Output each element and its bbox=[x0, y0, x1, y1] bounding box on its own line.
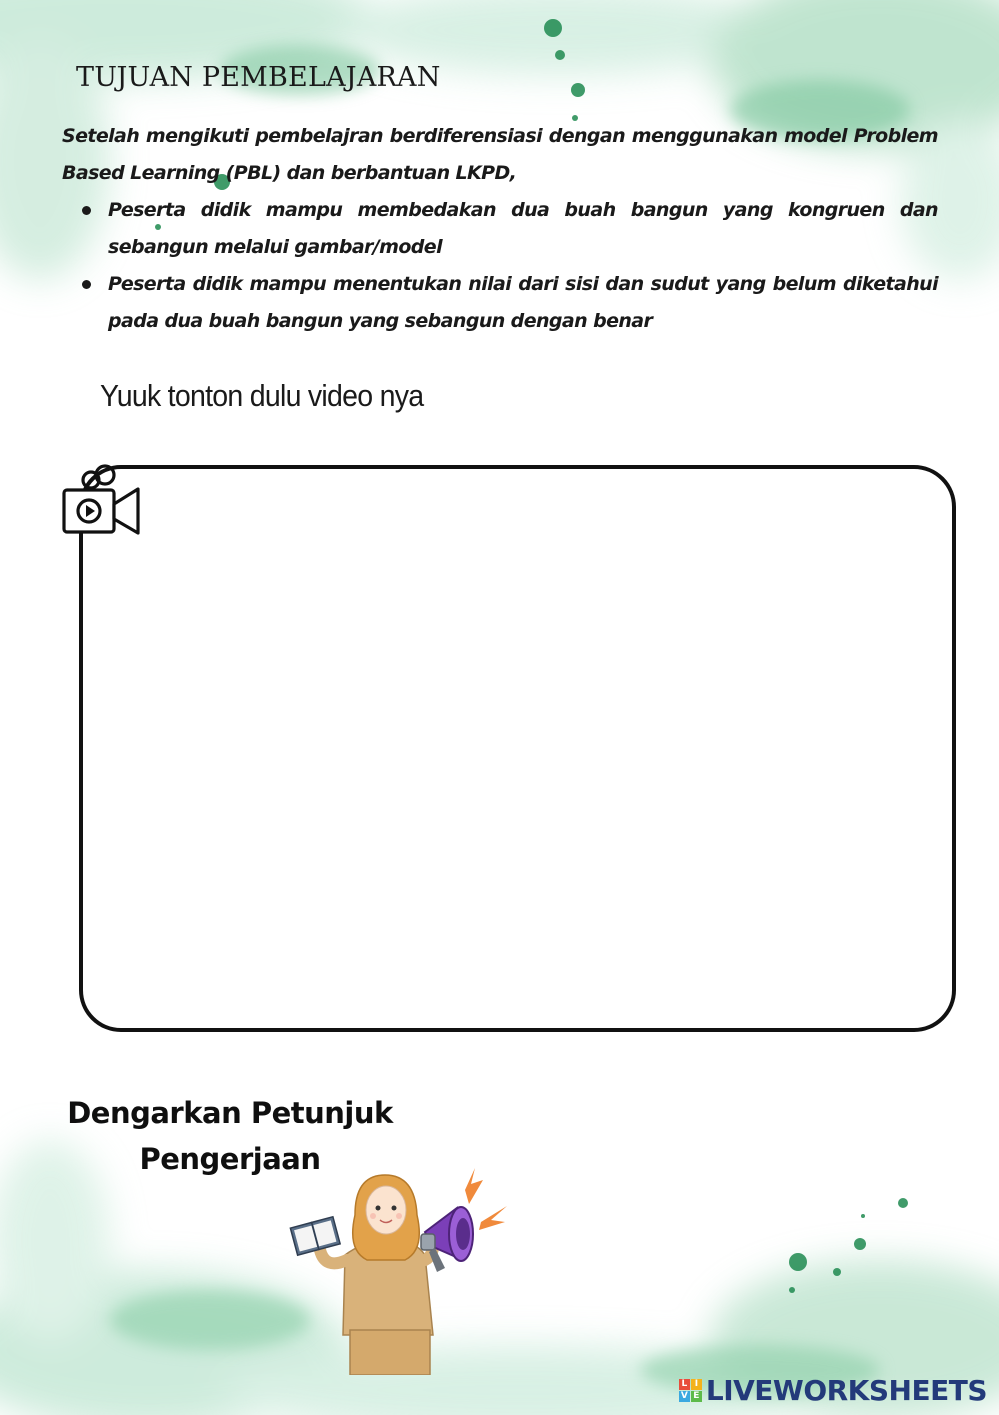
video-player-frame[interactable] bbox=[79, 465, 956, 1032]
logo-text: LIVEWORKSHEETS bbox=[705, 1374, 987, 1407]
listen-heading-line2: Pengerjaan bbox=[139, 1142, 321, 1176]
video-heading: Yuuk tonton dulu video nya bbox=[100, 378, 424, 413]
bullet-icon bbox=[82, 280, 91, 289]
objective-item bbox=[62, 192, 938, 266]
liveworksheets-logo bbox=[679, 1374, 987, 1407]
objectives-list bbox=[62, 192, 938, 340]
logo-mark bbox=[679, 1379, 702, 1402]
teacher-illustration bbox=[285, 1160, 515, 1375]
listen-heading-line1: Dengarkan Petunjuk bbox=[67, 1096, 393, 1130]
objective-item bbox=[62, 266, 938, 340]
logo-letter: V bbox=[679, 1391, 690, 1402]
objective-text: Peserta didik mampu membedakan dua buah bangun yang kongruen dan sebangun melalui gambar/model bbox=[108, 199, 938, 258]
video-camera-icon bbox=[60, 463, 144, 537]
logo-letter: E bbox=[691, 1391, 702, 1402]
logo-letter: I bbox=[691, 1379, 702, 1390]
intro-paragraph: Setelah mengikuti pembelajran berdiferensiasi dengan menggunakan model Problem Based Learning (PBL) dan berbantuan LKPD, bbox=[62, 125, 938, 184]
bullet-icon bbox=[82, 206, 91, 215]
megaphone-icon bbox=[421, 1168, 507, 1272]
objective-text: Peserta didik mampu menentukan nilai dari sisi dan sudut yang belum diketahui pada dua buah bangun yang sebangun dengan benar bbox=[108, 273, 938, 332]
logo-letter: L bbox=[679, 1379, 690, 1390]
page-title: TUJUAN PEMBELAJARAN bbox=[76, 62, 441, 93]
